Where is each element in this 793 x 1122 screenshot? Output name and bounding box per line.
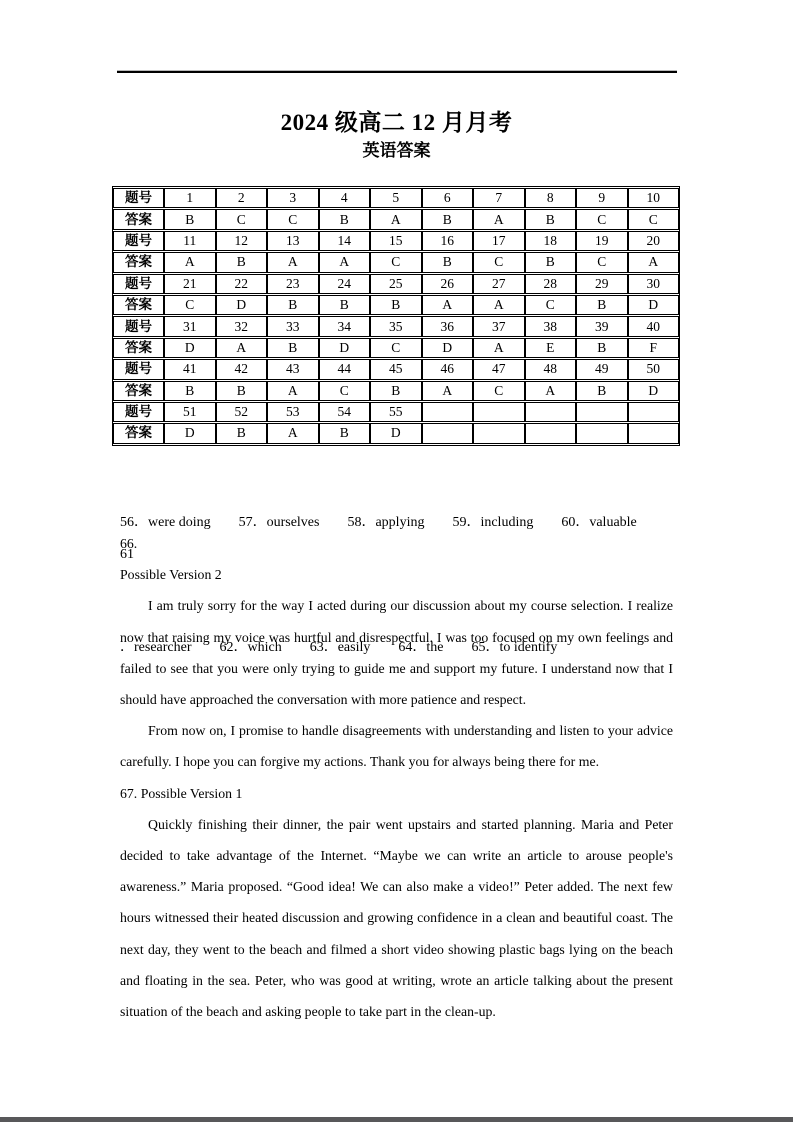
answer-cell: B	[319, 423, 371, 443]
question-number-cell: 49	[576, 359, 628, 379]
question-number-cell: 4	[319, 188, 371, 208]
question-number-cell: 5	[370, 188, 422, 208]
question-number-cell: 11	[164, 231, 216, 251]
question-number-row	[113, 231, 679, 251]
answer-cell: B	[370, 295, 422, 315]
answer-cell: C	[473, 252, 525, 272]
row-label-answer: 答案	[113, 381, 164, 401]
question-number-cell	[576, 402, 628, 422]
answer-cell: B	[422, 252, 474, 272]
answer-cell: A	[473, 209, 525, 229]
question-number-cell: 36	[422, 316, 474, 336]
question-number-cell: 18	[525, 231, 577, 251]
fill-in-line-1: 56．were doing 57．ourselves 58．applying 59．including 60．valuable 61	[120, 515, 665, 562]
answer-cell: B	[576, 381, 628, 401]
answer-cell: D	[164, 423, 216, 443]
answer-row	[113, 252, 679, 272]
question-number-row	[113, 402, 679, 422]
row-label-answer: 答案	[113, 295, 164, 315]
question-number-cell: 21	[164, 274, 216, 294]
answer-cell: C	[216, 209, 268, 229]
row-label-answer: 答案	[113, 338, 164, 358]
answer-cell: B	[422, 209, 474, 229]
answer-cell: B	[164, 209, 216, 229]
question-number-cell: 39	[576, 316, 628, 336]
question-number-cell: 25	[370, 274, 422, 294]
fill-in-line-2: ．researcher 62．which 63．easily 64．the 65．to identify	[120, 640, 558, 656]
question-number-cell: 30	[628, 274, 680, 294]
question-number-cell: 43	[267, 359, 319, 379]
answer-cell: B	[525, 252, 577, 272]
title-block	[0, 108, 793, 162]
question-number-row	[113, 316, 679, 336]
answer-cell: D	[319, 338, 371, 358]
answer-cell: A	[319, 252, 371, 272]
page-title: 2024 级高二 12 月月考	[280, 110, 513, 135]
question-number-cell: 33	[267, 316, 319, 336]
question-number-cell: 45	[370, 359, 422, 379]
answer-cell	[422, 423, 474, 443]
question-number-cell: 40	[628, 316, 680, 336]
answer-cell: C	[473, 381, 525, 401]
question-number-cell: 51	[164, 402, 216, 422]
answer-row	[113, 295, 679, 315]
answer-cell: D	[422, 338, 474, 358]
question-number-cell: 44	[319, 359, 371, 379]
answer-cell	[628, 423, 680, 443]
answer-cell: B	[267, 295, 319, 315]
question-number-cell: 7	[473, 188, 525, 208]
question-number-cell: 46	[422, 359, 474, 379]
answer-cell: A	[422, 295, 474, 315]
answer-cell: C	[628, 209, 680, 229]
question-number-cell	[422, 402, 474, 422]
answer-cell: B	[525, 209, 577, 229]
answer-cell: C	[370, 252, 422, 272]
question-number-cell: 53	[267, 402, 319, 422]
question-number-cell	[628, 402, 680, 422]
question-67-paragraph-1: Quickly finishing their dinner, the pair went upstairs and started planning. Maria and Peter decided to take advantage of the Internet. “Maybe we can write an article to arouse people's awareness.” Maria proposed. “Good idea! We can also make a video!” Peter added. The next few hours witnessed their heated discussion and growing confidence in a clean and beautiful coast. The next day, they went to the beach and filmed a short video showing plastic bags lying on the beach and floating in the sea. Peter, who was good at writing, wrote an article talking about the present situation of the beach and asking people to take part in the clean-up.	[120, 816, 673, 1020]
question-number-cell: 34	[319, 316, 371, 336]
question-number-cell: 19	[576, 231, 628, 251]
answer-cell: C	[267, 209, 319, 229]
question-number-cell: 35	[370, 316, 422, 336]
answer-cell: B	[576, 338, 628, 358]
question-number-cell: 6	[422, 188, 474, 208]
row-label-question: 题号	[113, 316, 164, 336]
answer-cell: A	[473, 295, 525, 315]
question-number-cell: 38	[525, 316, 577, 336]
question-number-cell: 16	[422, 231, 474, 251]
answer-cell: A	[267, 252, 319, 272]
question-66-paragraph-1: I am truly sorry for the way I acted during our discussion about my course selection. I realize now that raising my voice was hurtful and disrespectful. I was too focused on my own feelings and failed to see that you were only trying to guide me and support my future. I understand now that I should have approached the conversation with more patience and respect.	[120, 598, 673, 708]
question-number-cell: 8	[525, 188, 577, 208]
answer-cell: F	[628, 338, 680, 358]
question-number-cell: 15	[370, 231, 422, 251]
question-66-number: 66.	[120, 536, 138, 551]
answer-cell: A	[216, 338, 268, 358]
page-subtitle: 英语答案	[362, 141, 431, 160]
question-number-cell: 14	[319, 231, 371, 251]
question-number-cell: 2	[216, 188, 268, 208]
row-label-question: 题号	[113, 274, 164, 294]
answer-cell: D	[370, 423, 422, 443]
answer-row	[113, 423, 679, 443]
question-number-cell: 32	[216, 316, 268, 336]
answer-cell: C	[576, 252, 628, 272]
answer-cell	[576, 423, 628, 443]
question-number-cell: 3	[267, 188, 319, 208]
answer-cell: B	[370, 381, 422, 401]
header-rule	[117, 70, 677, 73]
question-number-cell	[525, 402, 577, 422]
answer-row	[113, 209, 679, 229]
answer-cell: D	[628, 295, 680, 315]
row-label-answer: 答案	[113, 209, 164, 229]
row-label-question: 题号	[113, 188, 164, 208]
answer-cell: B	[216, 252, 268, 272]
question-67-heading: 67. Possible Version 1	[120, 785, 243, 801]
question-number-row	[113, 188, 679, 208]
row-label-question: 题号	[113, 359, 164, 379]
question-number-cell: 24	[319, 274, 371, 294]
answer-table	[112, 186, 680, 446]
answer-cell: B	[164, 381, 216, 401]
question-66-paragraph-2: From now on, I promise to handle disagreements with understanding and listen to your advice carefully. I hope you can forgive my actions. Thank you for always being there for me.	[120, 723, 673, 770]
row-label-answer: 答案	[113, 423, 164, 443]
answer-cell: B	[319, 295, 371, 315]
question-number-cell: 27	[473, 274, 525, 294]
answer-row	[113, 381, 679, 401]
answer-cell: A	[370, 209, 422, 229]
question-number-row	[113, 359, 679, 379]
answer-cell: A	[525, 381, 577, 401]
question-number-cell	[473, 402, 525, 422]
question-number-cell: 28	[525, 274, 577, 294]
question-number-cell: 1	[164, 188, 216, 208]
question-number-cell: 47	[473, 359, 525, 379]
answer-cell	[473, 423, 525, 443]
answer-cell: D	[164, 338, 216, 358]
question-number-cell: 20	[628, 231, 680, 251]
answer-cell: B	[267, 338, 319, 358]
answer-cell: D	[216, 295, 268, 315]
answer-cell: C	[525, 295, 577, 315]
question-66-version-label: Possible Version 2	[120, 567, 222, 583]
answer-cell: A	[628, 252, 680, 272]
row-label-question: 题号	[113, 402, 164, 422]
question-number-cell: 13	[267, 231, 319, 251]
answer-cell: C	[164, 295, 216, 315]
answer-cell: A	[422, 381, 474, 401]
question-number-cell: 52	[216, 402, 268, 422]
question-number-cell: 31	[164, 316, 216, 336]
answer-cell	[525, 423, 577, 443]
answer-cell: B	[216, 423, 268, 443]
answer-row	[113, 338, 679, 358]
question-number-cell: 10	[628, 188, 680, 208]
question-number-cell: 42	[216, 359, 268, 379]
page-bottom-edge	[0, 1117, 793, 1122]
question-number-cell: 37	[473, 316, 525, 336]
question-number-cell: 17	[473, 231, 525, 251]
answer-cell: C	[576, 209, 628, 229]
question-number-cell: 55	[370, 402, 422, 422]
question-number-cell: 9	[576, 188, 628, 208]
answer-cell: A	[267, 381, 319, 401]
answer-cell: B	[576, 295, 628, 315]
answer-cell: A	[473, 338, 525, 358]
question-number-cell: 50	[628, 359, 680, 379]
question-number-cell: 12	[216, 231, 268, 251]
question-number-cell: 26	[422, 274, 474, 294]
answer-cell: D	[628, 381, 680, 401]
answer-cell: A	[164, 252, 216, 272]
answer-cell: B	[216, 381, 268, 401]
question-number-row	[113, 274, 679, 294]
essay-section	[120, 528, 673, 1027]
question-number-cell: 22	[216, 274, 268, 294]
question-number-cell: 29	[576, 274, 628, 294]
question-number-cell: 41	[164, 359, 216, 379]
answer-table-body	[113, 188, 679, 444]
answer-cell: C	[370, 338, 422, 358]
answer-cell: C	[319, 381, 371, 401]
question-number-cell: 48	[525, 359, 577, 379]
row-label-answer: 答案	[113, 252, 164, 272]
answer-cell: E	[525, 338, 577, 358]
row-label-question: 题号	[113, 231, 164, 251]
question-number-cell: 54	[319, 402, 371, 422]
question-number-cell: 23	[267, 274, 319, 294]
answer-cell: A	[267, 423, 319, 443]
answer-cell: B	[319, 209, 371, 229]
